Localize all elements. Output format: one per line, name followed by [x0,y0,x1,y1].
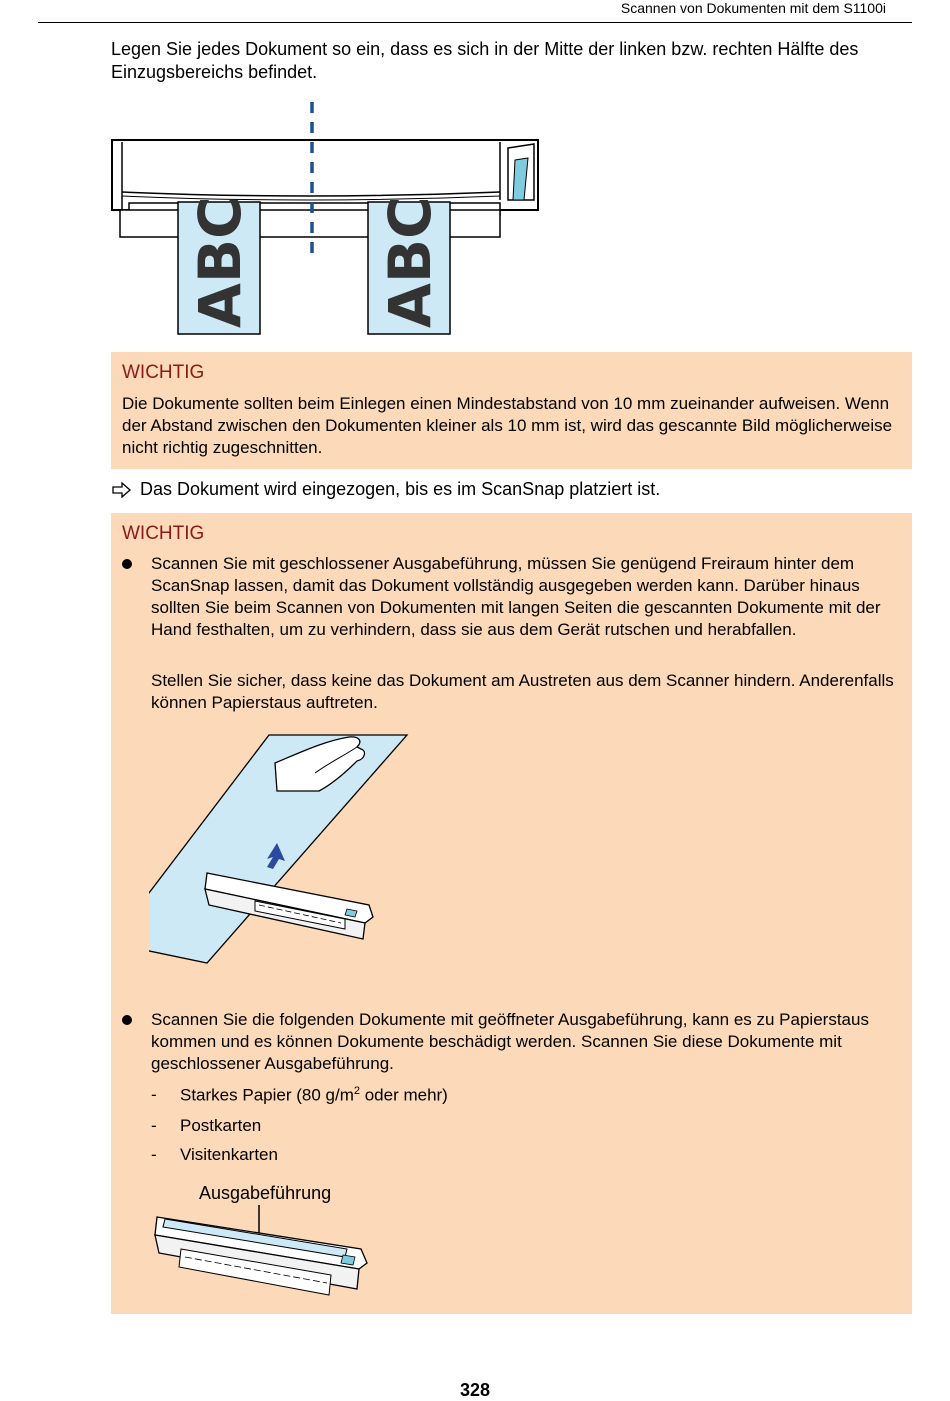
scanner-feed-illustration [108,100,548,340]
header-divider [38,22,912,23]
list-item-heavy-paper: Starkes Papier (80 $g/m^2$ oder mehr) [180,1085,448,1105]
result-arrow-icon [111,482,133,498]
list-dash: - [151,1116,157,1135]
bullet-text-open-guide: Scannen Sie die folgenden Dokumente mit geöffneter Ausgabeführung, kann es zu Papierstaus kommen und es können Dokumente beschädigt werden. Scannen Sie diese Dokumente mit geschlossener Ausgabeführung. [151,1010,869,1073]
important-note-spacing [111,352,912,469]
list-dash: - [151,1085,157,1104]
list-dash: - [151,1145,157,1164]
important-text: Die Dokumente sollten beim Einlegen einen Mindestabstand von 10 mm zueinander aufweisen. Wenn der Abstand zwischen den Dokumenten kleiner als 10 mm ist, wird das gescannte Bild möglicherweise nicht richtig zugeschnitten. [122,394,893,457]
document-left-label: ABC [186,196,254,328]
bullet-dot [122,1015,132,1025]
scanner-output-guide-illustration [151,1205,381,1315]
bullet-text-obstruction: Stellen Sie sicher, dass keine das Dokument am Austreten aus dem Scanner hindern. Anderenfalls können Papierstaus auftreten. [151,671,894,712]
intro-paragraph: Legen Sie jedes Dokument so ein, dass es sich in der Mitte der linken bzw. rechten Hälfte des Einzugsbereichs befindet. [111,39,859,82]
output-guide-label: Ausgabeführung [199,1183,332,1203]
important-title: WICHTIG [122,362,205,383]
list-item-business-cards: Visitenkarten [180,1145,278,1164]
list-item-postcards: Postkarten [180,1116,262,1135]
page-header-title: Scannen von Dokumenten mit dem S1100i [620,0,886,16]
important-note-output-guide [111,513,912,1314]
bullet-text-space-behind: Scannen Sie mit geschlossener Ausgabeführung, müssen Sie genügend Freiraum hinter dem ScanSnap lassen, damit das Dokument vollständig ausgegeben werden kann. Darüber hinaus sollten Sie beim Scannen von Dokumenten mit langen Seiten die gescannten Dokumente mit der Hand festhalten, um zu verhindern, dass sie aus dem Gerät rutschen und herabfallen. [151,554,881,639]
bullet-dot [122,559,132,569]
result-text: Das Dokument wird eingezogen, bis es im ScanSnap platziert ist. [140,479,661,499]
document-right-label: ABC [376,196,444,328]
long-document-scan-illustration [149,733,429,973]
page-number: 328 [459,1380,491,1400]
important-title: WICHTIG [122,523,205,544]
result-line [111,478,660,501]
